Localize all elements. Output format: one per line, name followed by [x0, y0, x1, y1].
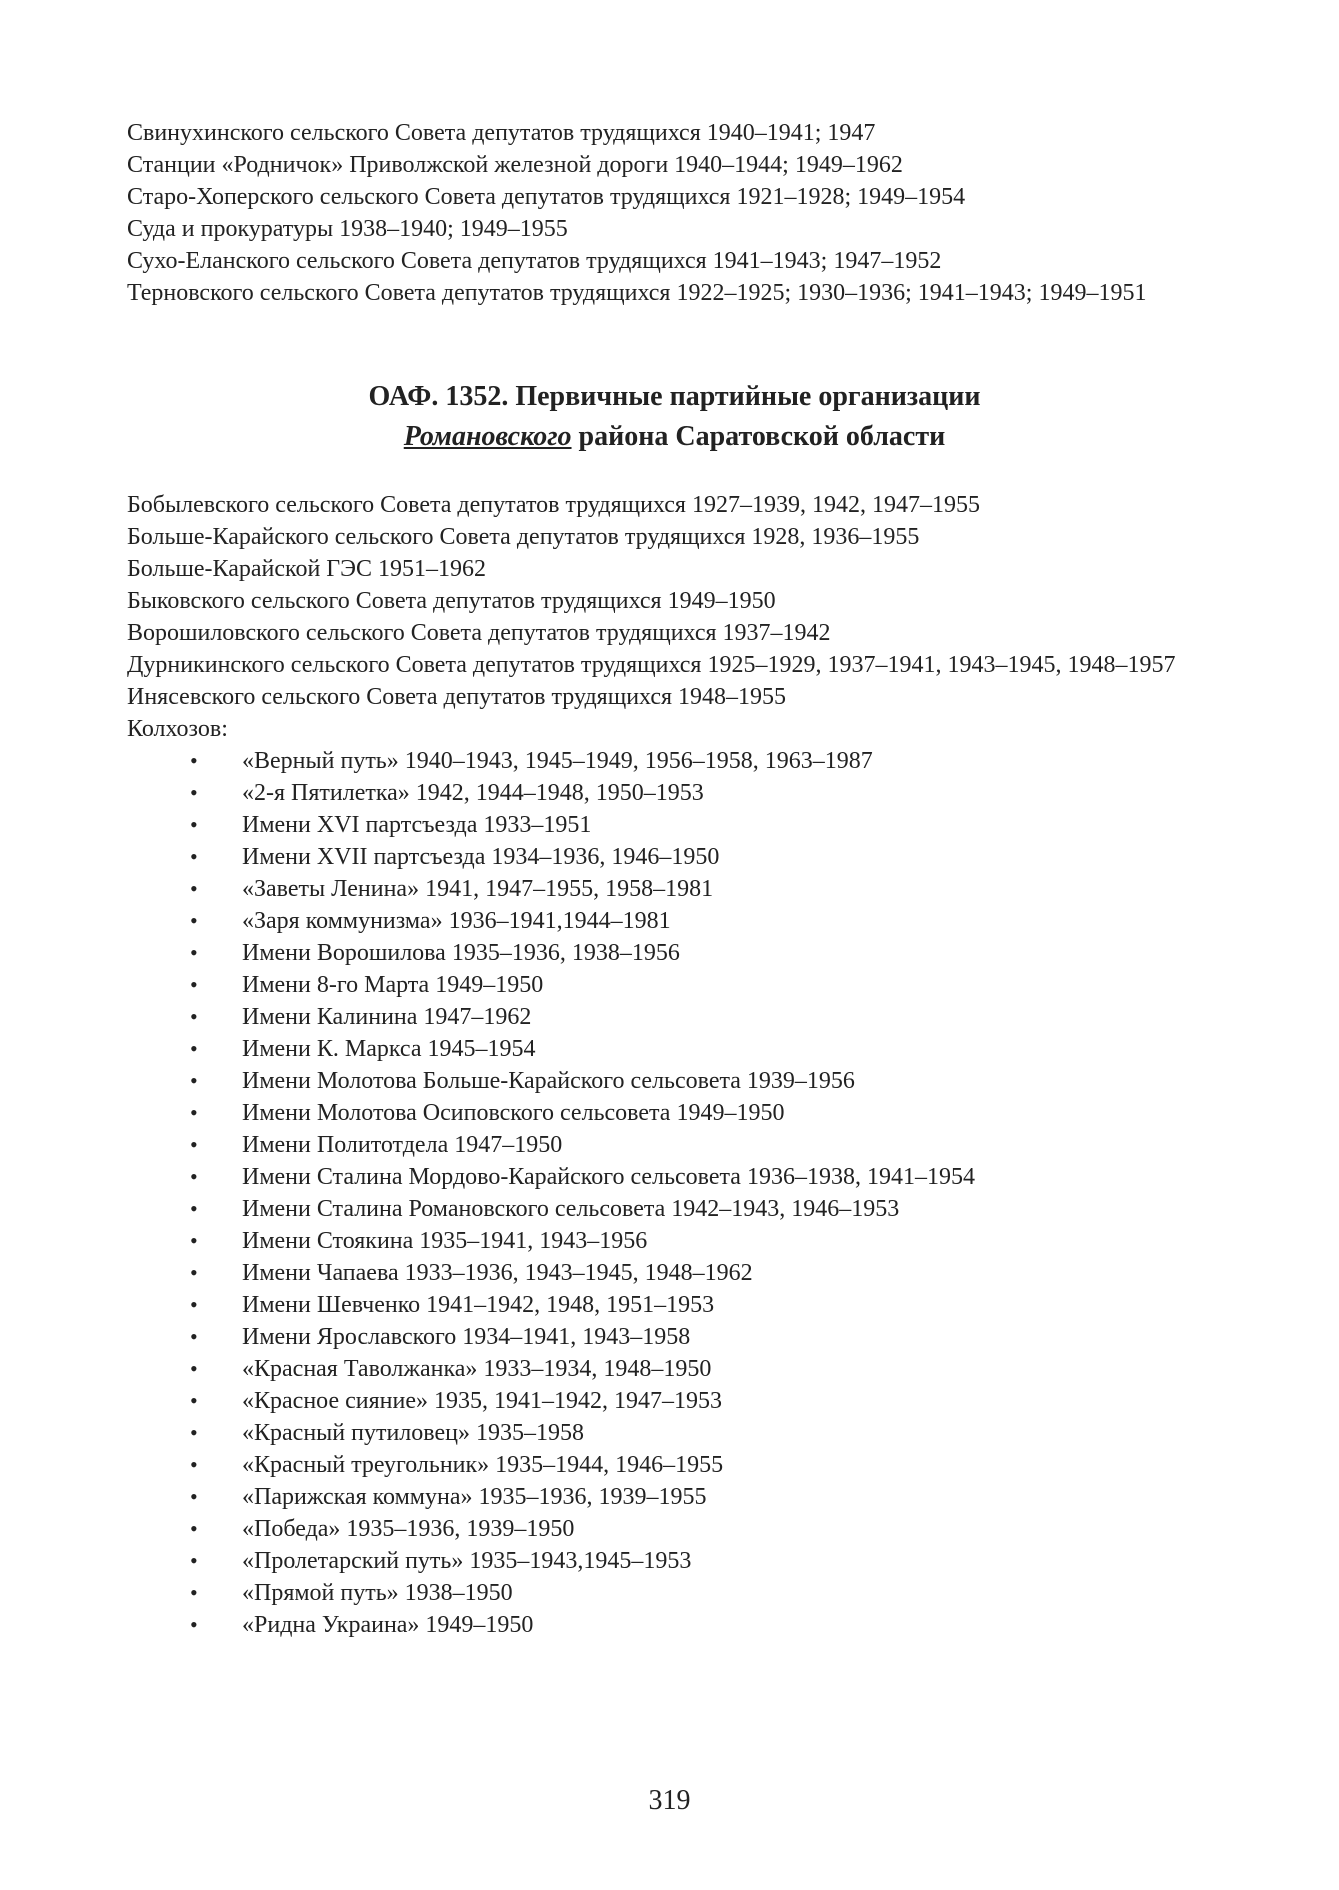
kolkhoz-list — [127, 745, 1222, 1641]
entry-line: Больше-Карайского сельского Совета депутатов трудящихся 1928, 1936–1955 — [127, 524, 920, 550]
kolkhoz-list-item — [127, 937, 1222, 969]
kolkhoz-list-item — [127, 841, 1222, 873]
bullet-icon: • — [190, 1228, 198, 1253]
kolkhoz-name: Имени XVI партсъезда 1933–1951 — [242, 812, 592, 838]
kolkhoz-list-item — [127, 969, 1222, 1001]
kolkhoz-list-item — [127, 1481, 1222, 1513]
kolkhoz-list-item — [127, 1033, 1222, 1065]
kolkhoz-name: Имени Шевченко 1941–1942, 1948, 1951–1953 — [242, 1292, 715, 1318]
kolkhoz-list-item — [127, 1321, 1222, 1353]
kolkhoz-name: Имени Чапаева 1933–1936, 1943–1945, 1948–1962 — [242, 1260, 753, 1286]
page-number: 319 — [648, 1785, 691, 1816]
bullet-icon: • — [190, 780, 198, 805]
entry-line: Ворошиловского сельского Совета депутатов трудящихся 1937–1942 — [127, 620, 831, 646]
kolkhoz-name: Имени Калинина 1947–1962 — [242, 1004, 532, 1030]
kolkhoz-list-item — [127, 1001, 1222, 1033]
bullet-icon: • — [190, 1516, 198, 1541]
kolkhoz-name: «Парижская коммуна» 1935–1936, 1939–1955 — [242, 1484, 707, 1510]
heading-line-2-rest: района Саратовской области — [571, 421, 946, 452]
kolkhoz-list-item — [127, 1609, 1222, 1641]
heading-line-1: ОАФ. 1352. Первичные партийные организации — [368, 381, 981, 412]
kolkhoz-list-item — [127, 1065, 1222, 1097]
bullet-icon: • — [190, 908, 198, 933]
bullet-icon: • — [190, 876, 198, 901]
kolkhoz-name: Имени Молотова Осиповского сельсовета 1949–1950 — [242, 1100, 785, 1126]
bullet-icon: • — [190, 1324, 198, 1349]
kolkhoz-name: «2-я Пятилетка» 1942, 1944–1948, 1950–1953 — [242, 780, 704, 806]
entry-line: Быковского сельского Совета депутатов трудящихся 1949–1950 — [127, 588, 776, 614]
kolkhoz-name: Имени К. Маркса 1945–1954 — [242, 1036, 536, 1062]
kolkhoz-list-item — [127, 777, 1222, 809]
kolkhoz-list-item — [127, 1513, 1222, 1545]
entry-line: Свинухинского сельского Совета депутатов трудящихся 1940–1941; 1947 — [127, 120, 876, 146]
kolkhoz-list-item — [127, 1289, 1222, 1321]
kolkhoz-list-item — [127, 905, 1222, 937]
kolkhoz-list-item — [127, 1129, 1222, 1161]
kolkhoz-list-item — [127, 1161, 1222, 1193]
kolkhoz-name: «Заветы Ленина» 1941, 1947–1955, 1958–1981 — [242, 876, 714, 902]
kolkhoz-name: Имени Политотдела 1947–1950 — [242, 1132, 563, 1158]
kolkhoz-name: Имени Стоякина 1935–1941, 1943–1956 — [242, 1228, 648, 1254]
kolkhoz-name: Имени 8-го Марта 1949–1950 — [242, 972, 544, 998]
section-entries — [127, 489, 1222, 745]
kolkhoz-name: «Красная Таволжанка» 1933–1934, 1948–1950 — [242, 1356, 712, 1382]
kolkhoz-list-item — [127, 809, 1222, 841]
entry-line: Инясевского сельского Совета депутатов трудящихся 1948–1955 — [127, 684, 787, 710]
kolkhoz-name: «Верный путь» 1940–1943, 1945–1949, 1956–1958, 1963–1987 — [242, 748, 873, 774]
section-heading — [127, 377, 1222, 457]
kolkhoz-name: «Заря коммунизма» 1936–1941,1944–1981 — [242, 908, 671, 934]
bullet-icon: • — [190, 1068, 198, 1093]
kolkhoz-list-item — [127, 1257, 1222, 1289]
entry-line: Старо-Хоперского сельского Совета депутатов трудящихся 1921–1928; 1949–1954 — [127, 184, 966, 210]
bullet-icon: • — [190, 1292, 198, 1317]
kolkhoz-name: «Красный путиловец» 1935–1958 — [242, 1420, 584, 1446]
kolkhoz-list-item — [127, 1449, 1222, 1481]
kolkhoz-name: Имени Ярославского 1934–1941, 1943–1958 — [242, 1324, 691, 1350]
page-content — [127, 117, 1222, 1641]
kolkhoz-list-item — [127, 1225, 1222, 1257]
kolkhoz-list-item — [127, 1097, 1222, 1129]
heading-district-name: Романовского — [403, 421, 572, 452]
bullet-icon: • — [190, 1132, 198, 1157]
kolkhoz-name: «Победа» 1935–1936, 1939–1950 — [242, 1516, 575, 1542]
previous-section-entries — [127, 117, 1222, 309]
bullet-icon: • — [190, 1164, 198, 1189]
bullet-icon: • — [190, 1036, 198, 1061]
kolkhoz-name: «Прямой путь» 1938–1950 — [242, 1580, 513, 1606]
bullet-icon: • — [190, 1356, 198, 1381]
kolkhoz-list-item — [127, 1193, 1222, 1225]
bullet-icon: • — [190, 844, 198, 869]
bullet-icon: • — [190, 972, 198, 997]
kolkhoz-name: Имени Молотова Больше-Карайского сельсовета 1939–1956 — [242, 1068, 855, 1094]
kolkhoz-name: Имени XVII партсъезда 1934–1936, 1946–1950 — [242, 844, 720, 870]
entry-line: Суда и прокуратуры 1938–1940; 1949–1955 — [127, 216, 568, 242]
kolkhoz-name: «Красное сияние» 1935, 1941–1942, 1947–1953 — [242, 1388, 722, 1414]
kolkhoz-name: «Пролетарский путь» 1935–1943,1945–1953 — [242, 1548, 692, 1574]
bullet-icon: • — [190, 812, 198, 837]
kolkhoz-list-item — [127, 873, 1222, 905]
bullet-icon: • — [190, 1612, 198, 1637]
kolkhoz-list-item — [127, 1385, 1222, 1417]
entry-line: Терновского сельского Совета депутатов трудящихся 1922–1925; 1930–1936; 1941–1943; 1949–1951 — [127, 280, 1147, 306]
bullet-icon: • — [190, 1420, 198, 1445]
kolkhoz-list-item — [127, 1545, 1222, 1577]
kolkhoz-name: «Красный треугольник» 1935–1944, 1946–1955 — [242, 1452, 724, 1478]
bullet-icon: • — [190, 1452, 198, 1477]
bullet-icon: • — [190, 1548, 198, 1573]
bullet-icon: • — [190, 940, 198, 965]
bullet-icon: • — [190, 1388, 198, 1413]
kolkhoz-name: Имени Ворошилова 1935–1936, 1938–1956 — [242, 940, 680, 966]
bullet-icon: • — [190, 748, 198, 773]
entry-line: Бобылевского сельского Совета депутатов трудящихся 1927–1939, 1942, 1947–1955 — [127, 492, 980, 518]
bullet-icon: • — [190, 1004, 198, 1029]
kolkhoz-name: «Ридна Украина» 1949–1950 — [242, 1612, 534, 1638]
entry-line: Сухо-Еланского сельского Совета депутатов трудящихся 1941–1943; 1947–1952 — [127, 248, 942, 274]
bullet-icon: • — [190, 1484, 198, 1509]
entry-line: Дурникинского сельского Совета депутатов трудящихся 1925–1929, 1937–1941, 1943–1945, 1948–1957 — [127, 652, 1176, 678]
heading-line-2 — [127, 417, 1222, 457]
kolkhoz-list-item — [127, 1417, 1222, 1449]
kolkhoz-list-item — [127, 745, 1222, 777]
bullet-icon: • — [190, 1196, 198, 1221]
kolkhoz-name: Имени Сталина Романовского сельсовета 1942–1943, 1946–1953 — [242, 1196, 900, 1222]
entry-line: Больше-Карайской ГЭС 1951–1962 — [127, 556, 487, 582]
bullet-icon: • — [190, 1580, 198, 1605]
bullet-icon: • — [190, 1100, 198, 1125]
kolkhozes-label: Колхозов: — [127, 716, 228, 742]
kolkhoz-list-item — [127, 1577, 1222, 1609]
entry-line: Станции «Родничок» Приволжской железной дороги 1940–1944; 1949–1962 — [127, 152, 903, 178]
bullet-icon: • — [190, 1260, 198, 1285]
kolkhoz-list-item — [127, 1353, 1222, 1385]
kolkhoz-name: Имени Сталина Мордово-Карайского сельсовета 1936–1938, 1941–1954 — [242, 1164, 975, 1190]
